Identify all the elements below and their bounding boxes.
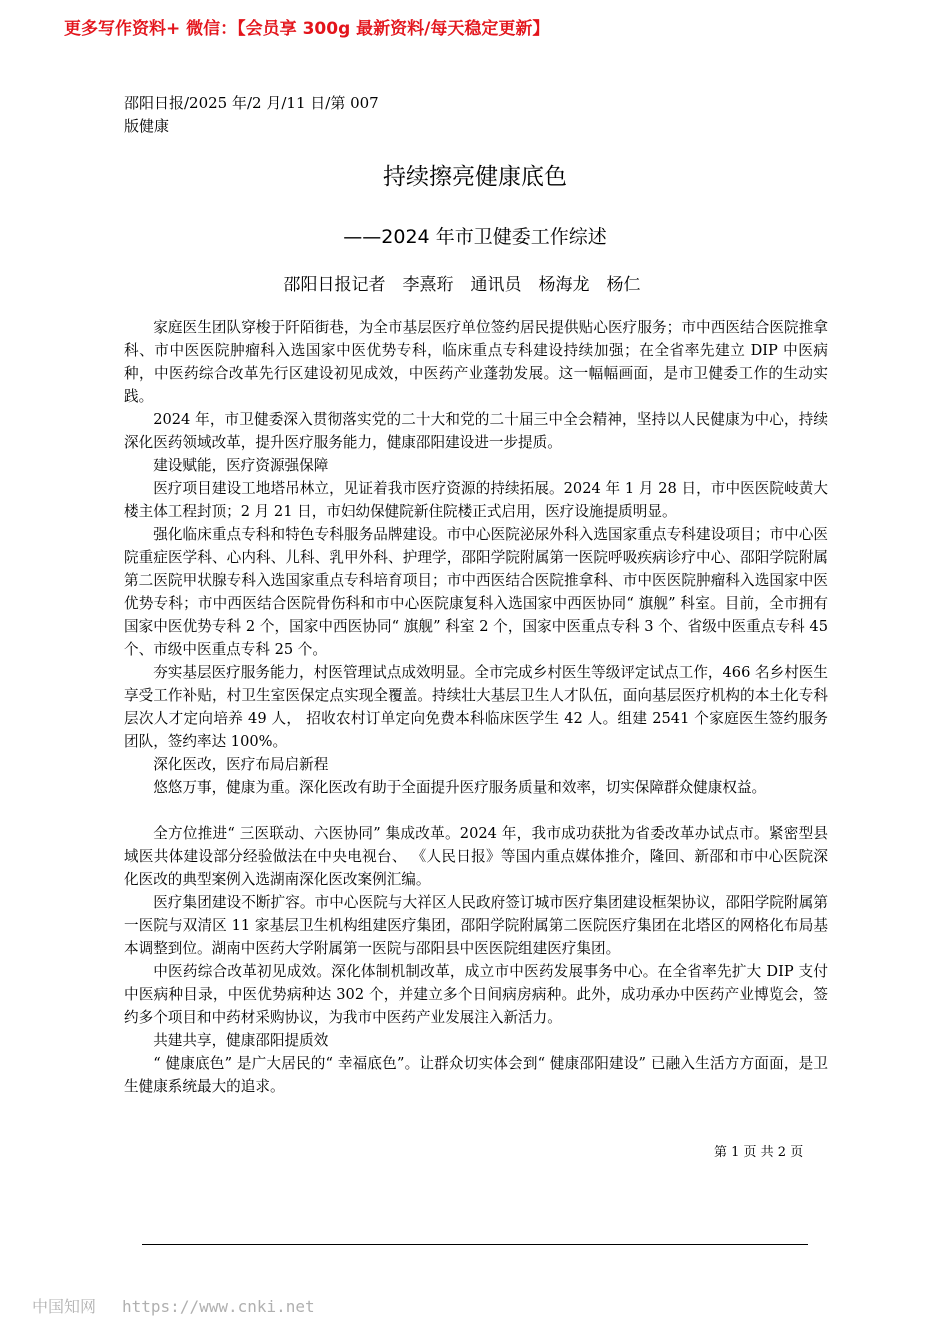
paragraph: 医疗项目建设工地塔吊林立，见证着我市医疗资源的持续拓展。2024 年 1 月 28 日，市中医医院岐黄大楼主体工程封顶；2 月 21 日，市妇幼保健院新住院楼正式启用，医疗设施提质明显。 xyxy=(124,480,828,520)
paragraph: 全方位推进“ 三医联动、六医协同” 集成改革。2024 年，我市成功获批为省委改革办试点市。紧密型县域医共体建设部分经验做法在中央电视台、 《人民日报》等国内重点媒体推介，隆回、新邵和市中心医院深化医改的典型案例入选湖南深化医改案例汇编。 xyxy=(124,825,828,888)
footer-site: 中国知网 xyxy=(32,1297,97,1316)
paragraph: 夯实基层医疗服务能力，村医管理试点成效明显。全市完成乡村医生等级评定试点工作，466 名乡村医生享受工作补贴，村卫生室医保定点实现全覆盖。持续壮大基层卫生人才队伍，面向基层医疗机构的本土化专科层次人才定向培养 49 人， 招收农村订单定向免费本科临床医学生 42 人。组建 2541 个家庭医生签约服务团队，签约率达 100%。 xyxy=(124,664,828,750)
section-heading: 深化医改，医疗布局启新程 xyxy=(153,756,329,773)
paragraph: 家庭医生团队穿梭于阡陌街巷，为全市基层医疗单位签约居民提供贴心医疗服务；市中西医结合医院推拿科、市中医医院肿瘤科入选国家中医优势专科，临床重点专科建设持续加强；在全省率先建立 DIP 中医病种，中医药综合改革先行区建设初见成效，中医药产业蓬勃发展。这一幅幅画面，是市卫健委工作的生动实践。 xyxy=(124,319,828,405)
paragraph: 悠悠万事，健康为重。深化医改有助于全面提升医疗服务质量和效率，切实保障群众健康权益。 xyxy=(153,779,767,796)
page-number: 第 1 页 共 2 页 xyxy=(714,1145,804,1160)
footer-watermark xyxy=(32,1294,315,1317)
section-heading: 共建共享，健康邵阳提质效 xyxy=(153,1032,329,1049)
source-line: 邵阳日报/2025 年/2 月/11 日/第 007 xyxy=(124,94,379,112)
paragraph: 中医药综合改革初见成效。深化体制机制改革，成立市中医药发展事务中心。在全省率先扩大 DIP 支付中医病种目录，中医优势病种达 302 个，并建立多个日间病房病种。此外，成功承办中医药产业博览会，签约多个项目和中药材采购协议，为我市中医药产业发展注入新活力。 xyxy=(124,963,828,1026)
source-info xyxy=(124,92,424,138)
article-title: 持续擦亮健康底色 xyxy=(383,164,567,190)
article-subtitle: ——2024 年市卫健委工作综述 xyxy=(343,226,607,248)
source-line: 版健康 xyxy=(124,117,170,135)
paragraph: “ 健康底色” 是广大居民的“ 幸福底色”。让群众切实体会到“ 健康邵阳建设” 已融入生活方方面面，是卫生健康系统最大的追求。 xyxy=(124,1055,828,1095)
paragraph: 2024 年，市卫健委深入贯彻落实党的二十大和党的二十届三中全会精神，坚持以人民健康为中心，持续深化医药领域改革，提升医疗服务能力，健康邵阳建设进一步提质。 xyxy=(124,411,828,451)
footer-url[interactable]: https://www.cnki.net xyxy=(122,1297,315,1316)
promo-banner[interactable]: 更多写作资料+ 微信：【会员享 300g 最新资料/每天稳定更新】 xyxy=(64,19,550,39)
paragraph: 医疗集团建设不断扩容。市中心医院与大祥区人民政府签订城市医疗集团建设框架协议，邵阳学院附属第一医院与双清区 11 家基层卫生机构组建医疗集团，邵阳学院附属第二医院医疗集团在北塔区的网格化布局基本调整到位。湖南中医药大学附属第一医院与邵阳县中医医院组建医疗集团。 xyxy=(124,894,828,957)
paragraph: 强化临床重点专科和特色专科服务品牌建设。市中心医院泌尿外科入选国家重点专科建设项目；市中心医院重症医学科、心内科、儿科、乳甲外科、护理学，邵阳学院附属第一医院呼吸疾病诊疗中心、邵阳学院附属第二医院甲状腺专科入选国家重点专科培育项目；市中西医结合医院推拿科、市中医医院肿瘤科入选国家中医优势专科；市中西医结合医院骨伤科和市中心医院康复科入选国家中西医协同“ 旗舰” 科室。目前，全市拥有国家中医优势专科 2 个，国家中西医协同“ 旗舰” 科室 2 个，国家中医重点专科 3 个、省级中医重点专科 45 个、市级中医重点专科 25 个。 xyxy=(124,526,828,658)
section-heading: 建设赋能，医疗资源强保障 xyxy=(153,457,329,474)
article-byline: 邵阳日报记者 李熹珩 通讯员 杨海龙 杨仁 xyxy=(283,275,641,295)
article-body xyxy=(124,316,828,1098)
footer-divider xyxy=(142,1244,808,1245)
